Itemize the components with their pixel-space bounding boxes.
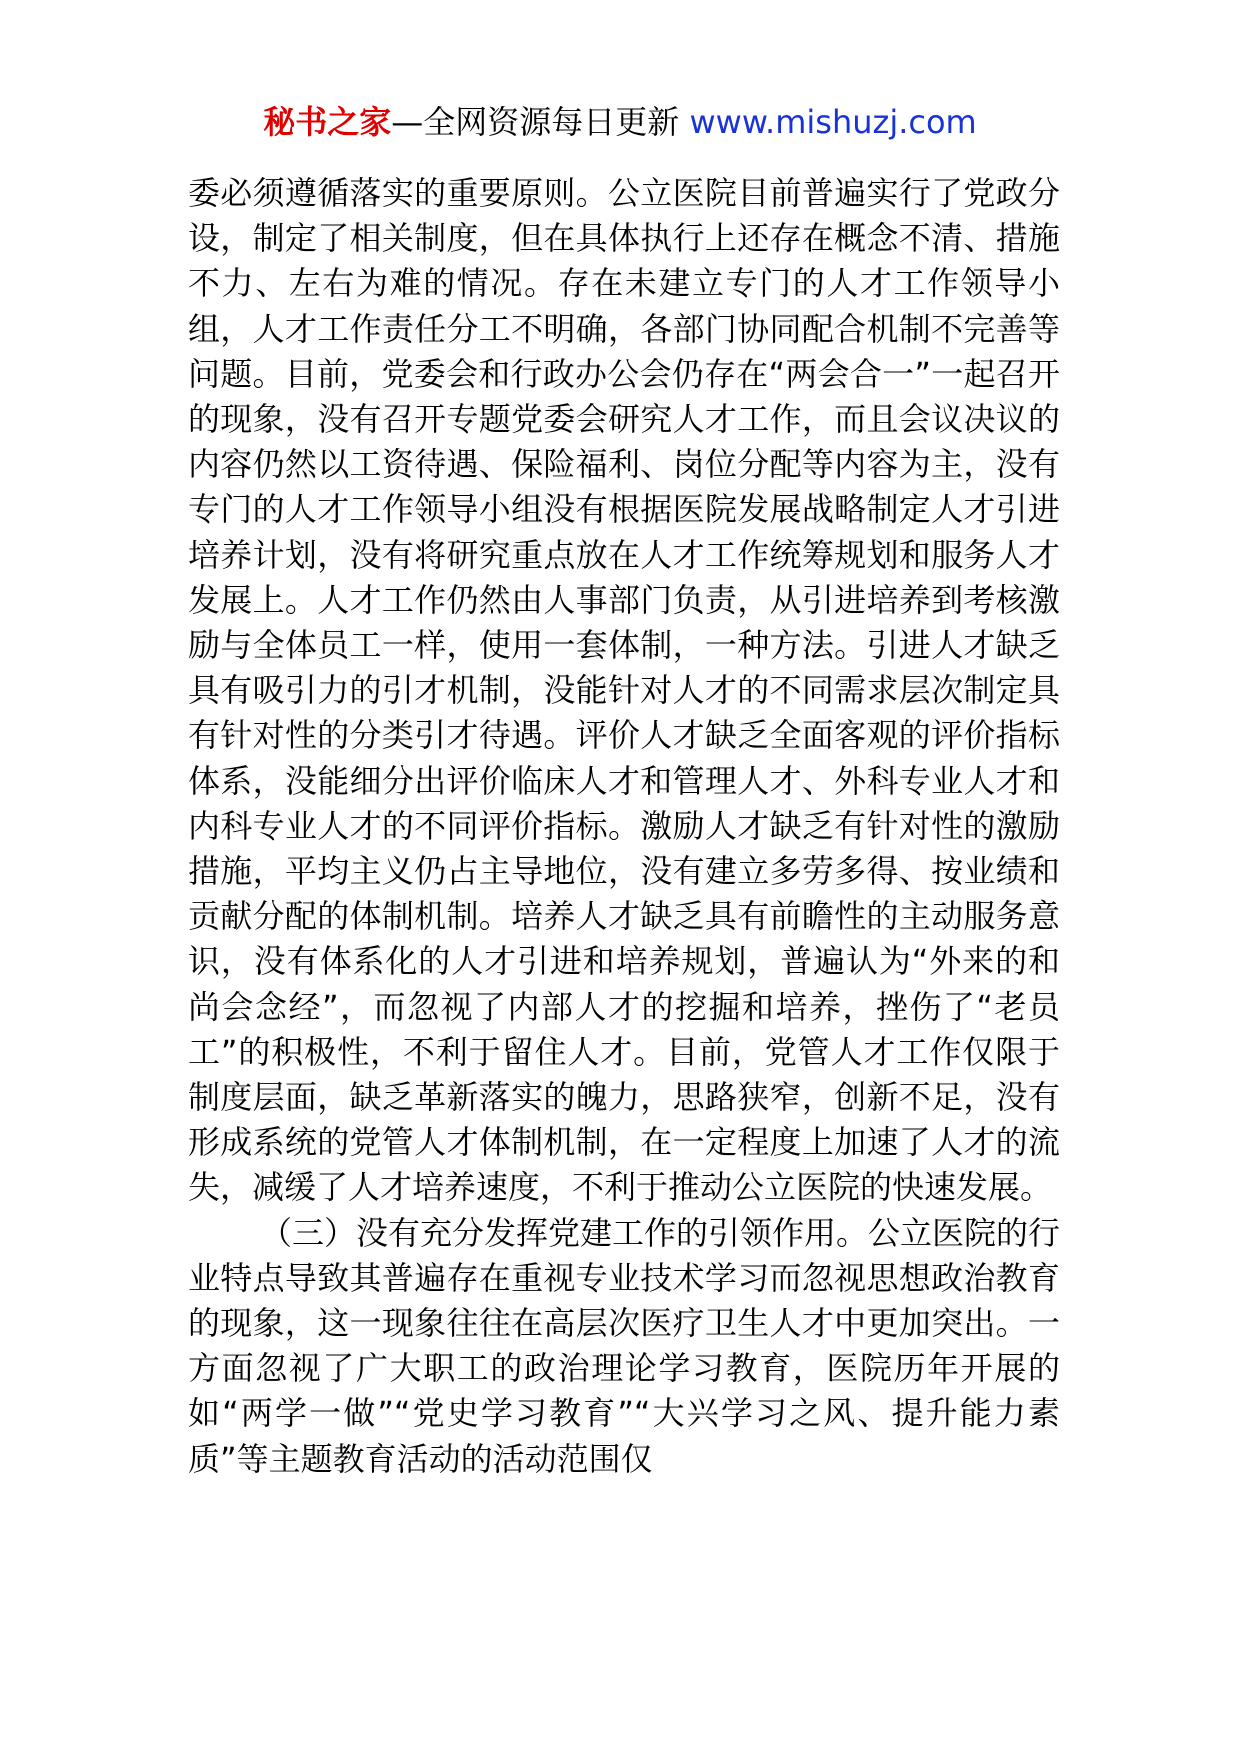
header-brand: 秘书之家 (263, 103, 392, 141)
header-slogan: —全网资源每日更新 (391, 103, 690, 141)
page-header (0, 100, 1240, 144)
paragraph-continuation: 委必须遵循落实的重要原则。公立医院目前普遍实行了党政分设，制定了相关制度，但在具体执行上还存在概念不清、措施不力、左右为难的情况。存在未建立专门的人才工作领导小组，人才工作责任分工不明确，各部门协同配合机制不完善等问题。目前，党委会和行政办公会仍存在“两会合一”一起召开的现象，没有召开专题党委会研究人才工作，而且会议决议的内容仍然以工资待遇、保险福利、岗位分配等内容为主，没有专门的人才工作领导小组没有根据医院发展战略制定人才引进培养计划，没有将研究重点放在人才工作统筹规划和服务人才发展上。人才工作仍然由人事部门负责，从引进培养到考核激励与全体员工一样，使用一套体制，一种方法。引进人才缺乏具有吸引力的引才机制，没能针对人才的不同需求层次制定具有针对性的分类引才待遇。评价人才缺乏全面客观的评价指标体系，没能细分出评价临床人才和管理人才、外科专业人才和内科专业人才的不同评价指标。激励人才缺乏有针对性的激励措施，平均主义仍占主导地位，没有建立多劳多得、按业绩和贡献分配的体制机制。培养人才缺乏具有前瞻性的主动服务意识，没有体系化的人才引进和培养规划，普遍认为“外来的和尚会念经”，而忽视了内部人才的挖掘和培养，挫伤了“老员工”的积极性，不利于留住人才。目前，党管人才工作仅限于制度层面，缺乏革新落实的魄力，思路狭窄，创新不足，没有形成系统的党管人才体制机制，在一定程度上加速了人才的流失，减缓了人才培养速度，不利于推动公立医院的快速发展。 (188, 174, 1060, 1207)
document-body (188, 171, 1060, 1482)
header-url-link[interactable]: www.mishuzj.com (689, 103, 977, 141)
paragraph-section-three: （三）没有充分发挥党建工作的引领作用。公立医院的行业特点导致其普遍存在重视专业技术学习而忽视思想政治教育的现象，这一现象往往在高层次医疗卫生人才中更加突出。一方面忽视了广大职工的政治理论学习教育，医院历年开展的如“两学一做”“党史学习教育”“大兴学习之风、提升能力素质”等主题教育活动的活动范围仅 (188, 1213, 1061, 1478)
